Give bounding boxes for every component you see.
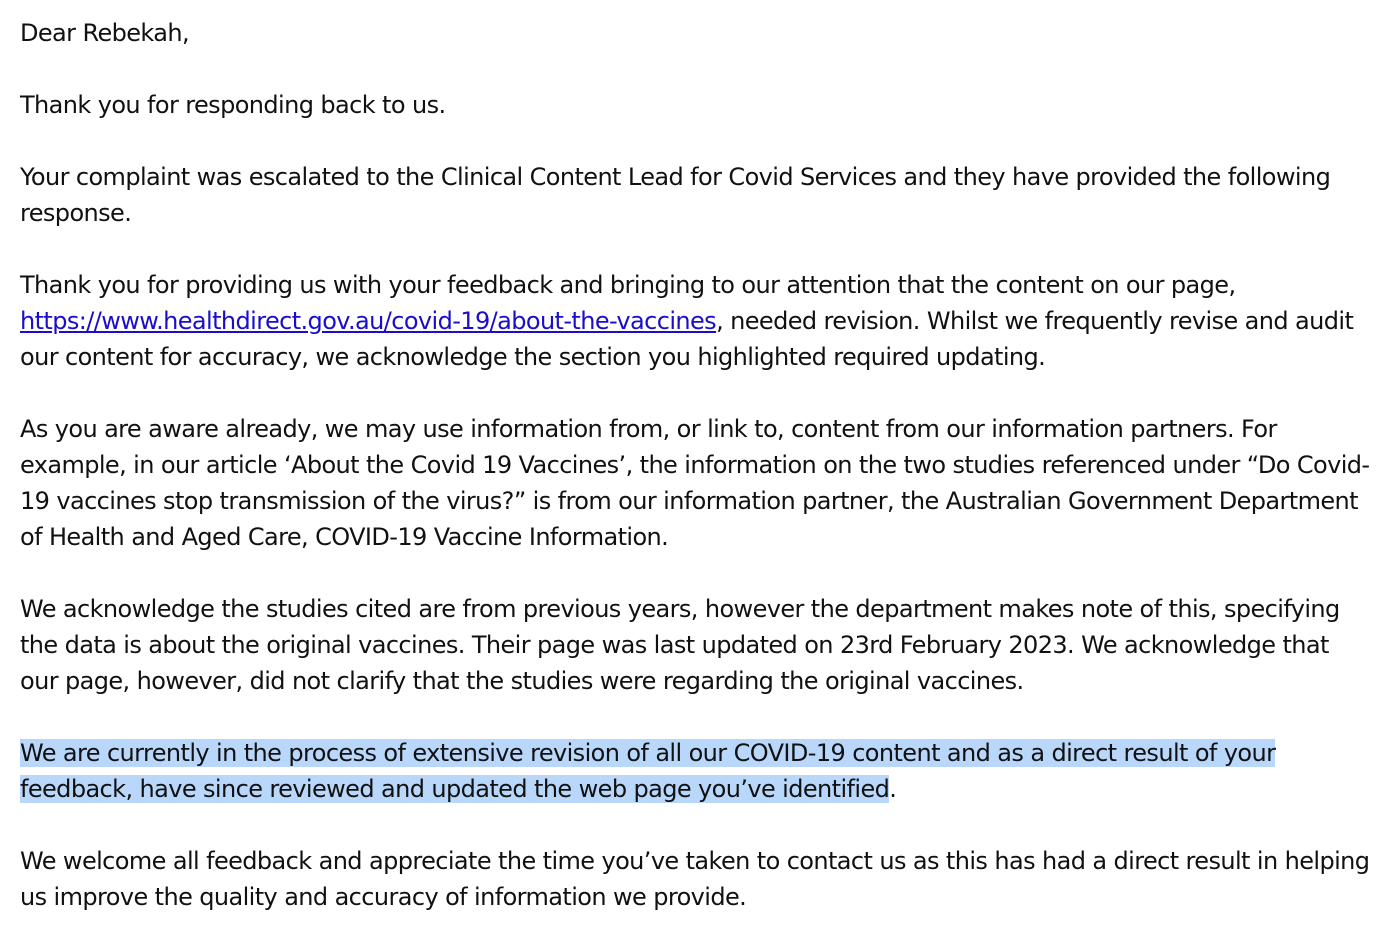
- paragraph-information-partners[interactable]: As you are aware already, we may use information from, or link to, content from our information partners. For example, in our article ‘About the Covid 19 Vaccines’, the information on the two studies referenced under “Do Covid-19 vaccines stop transmission of the virus?” is from our information partner, the Australian Government Department of Health and Aged Care, COVID-19 Vaccine Information.: [20, 415, 1370, 551]
- paragraph-thanks[interactable]: Thank you for responding back to us.: [20, 91, 446, 119]
- healthdirect-vaccines-link[interactable]: https://www.healthdirect.gov.au/covid-19/about-the-vaccines: [20, 307, 717, 335]
- paragraph-feedback-intro[interactable]: Thank you for providing us with your feedback and bringing to our attention that the content on our page,: [20, 271, 1236, 299]
- selected-text[interactable]: We are currently in the process of extensive revision of all our COVID-19 content and as a direct result of your feedback, have since reviewed and updated the web page you’ve identified: [20, 739, 1276, 803]
- email-body: [20, 15, 1370, 915]
- paragraph-revision[interactable]: [20, 735, 1370, 807]
- paragraph-escalation[interactable]: Your complaint was escalated to the Clinical Content Lead for Covid Services and they have provided the following response.: [20, 163, 1331, 227]
- paragraph-studies[interactable]: We acknowledge the studies cited are from previous years, however the department makes note of this, specifying the data is about the original vaccines. Their page was last updated on 23rd February 2023. We acknowledge that our page, however, did not clarify that the studies were regarding the original vaccines.: [20, 595, 1340, 695]
- paragraph-feedback-rest[interactable]: , needed revision. Whilst we frequently revise and audit our content for accuracy, we acknowledge the section you highlighted required updating.: [20, 307, 1354, 371]
- paragraph-welcome[interactable]: We welcome all feedback and appreciate the time you’ve taken to contact us as this has had a direct result in helping us improve the quality and accuracy of information we provide.: [20, 847, 1370, 911]
- paragraph-revision-end[interactable]: .: [889, 775, 897, 803]
- paragraph-feedback[interactable]: [20, 267, 1370, 375]
- greeting[interactable]: Dear Rebekah,: [20, 19, 190, 47]
